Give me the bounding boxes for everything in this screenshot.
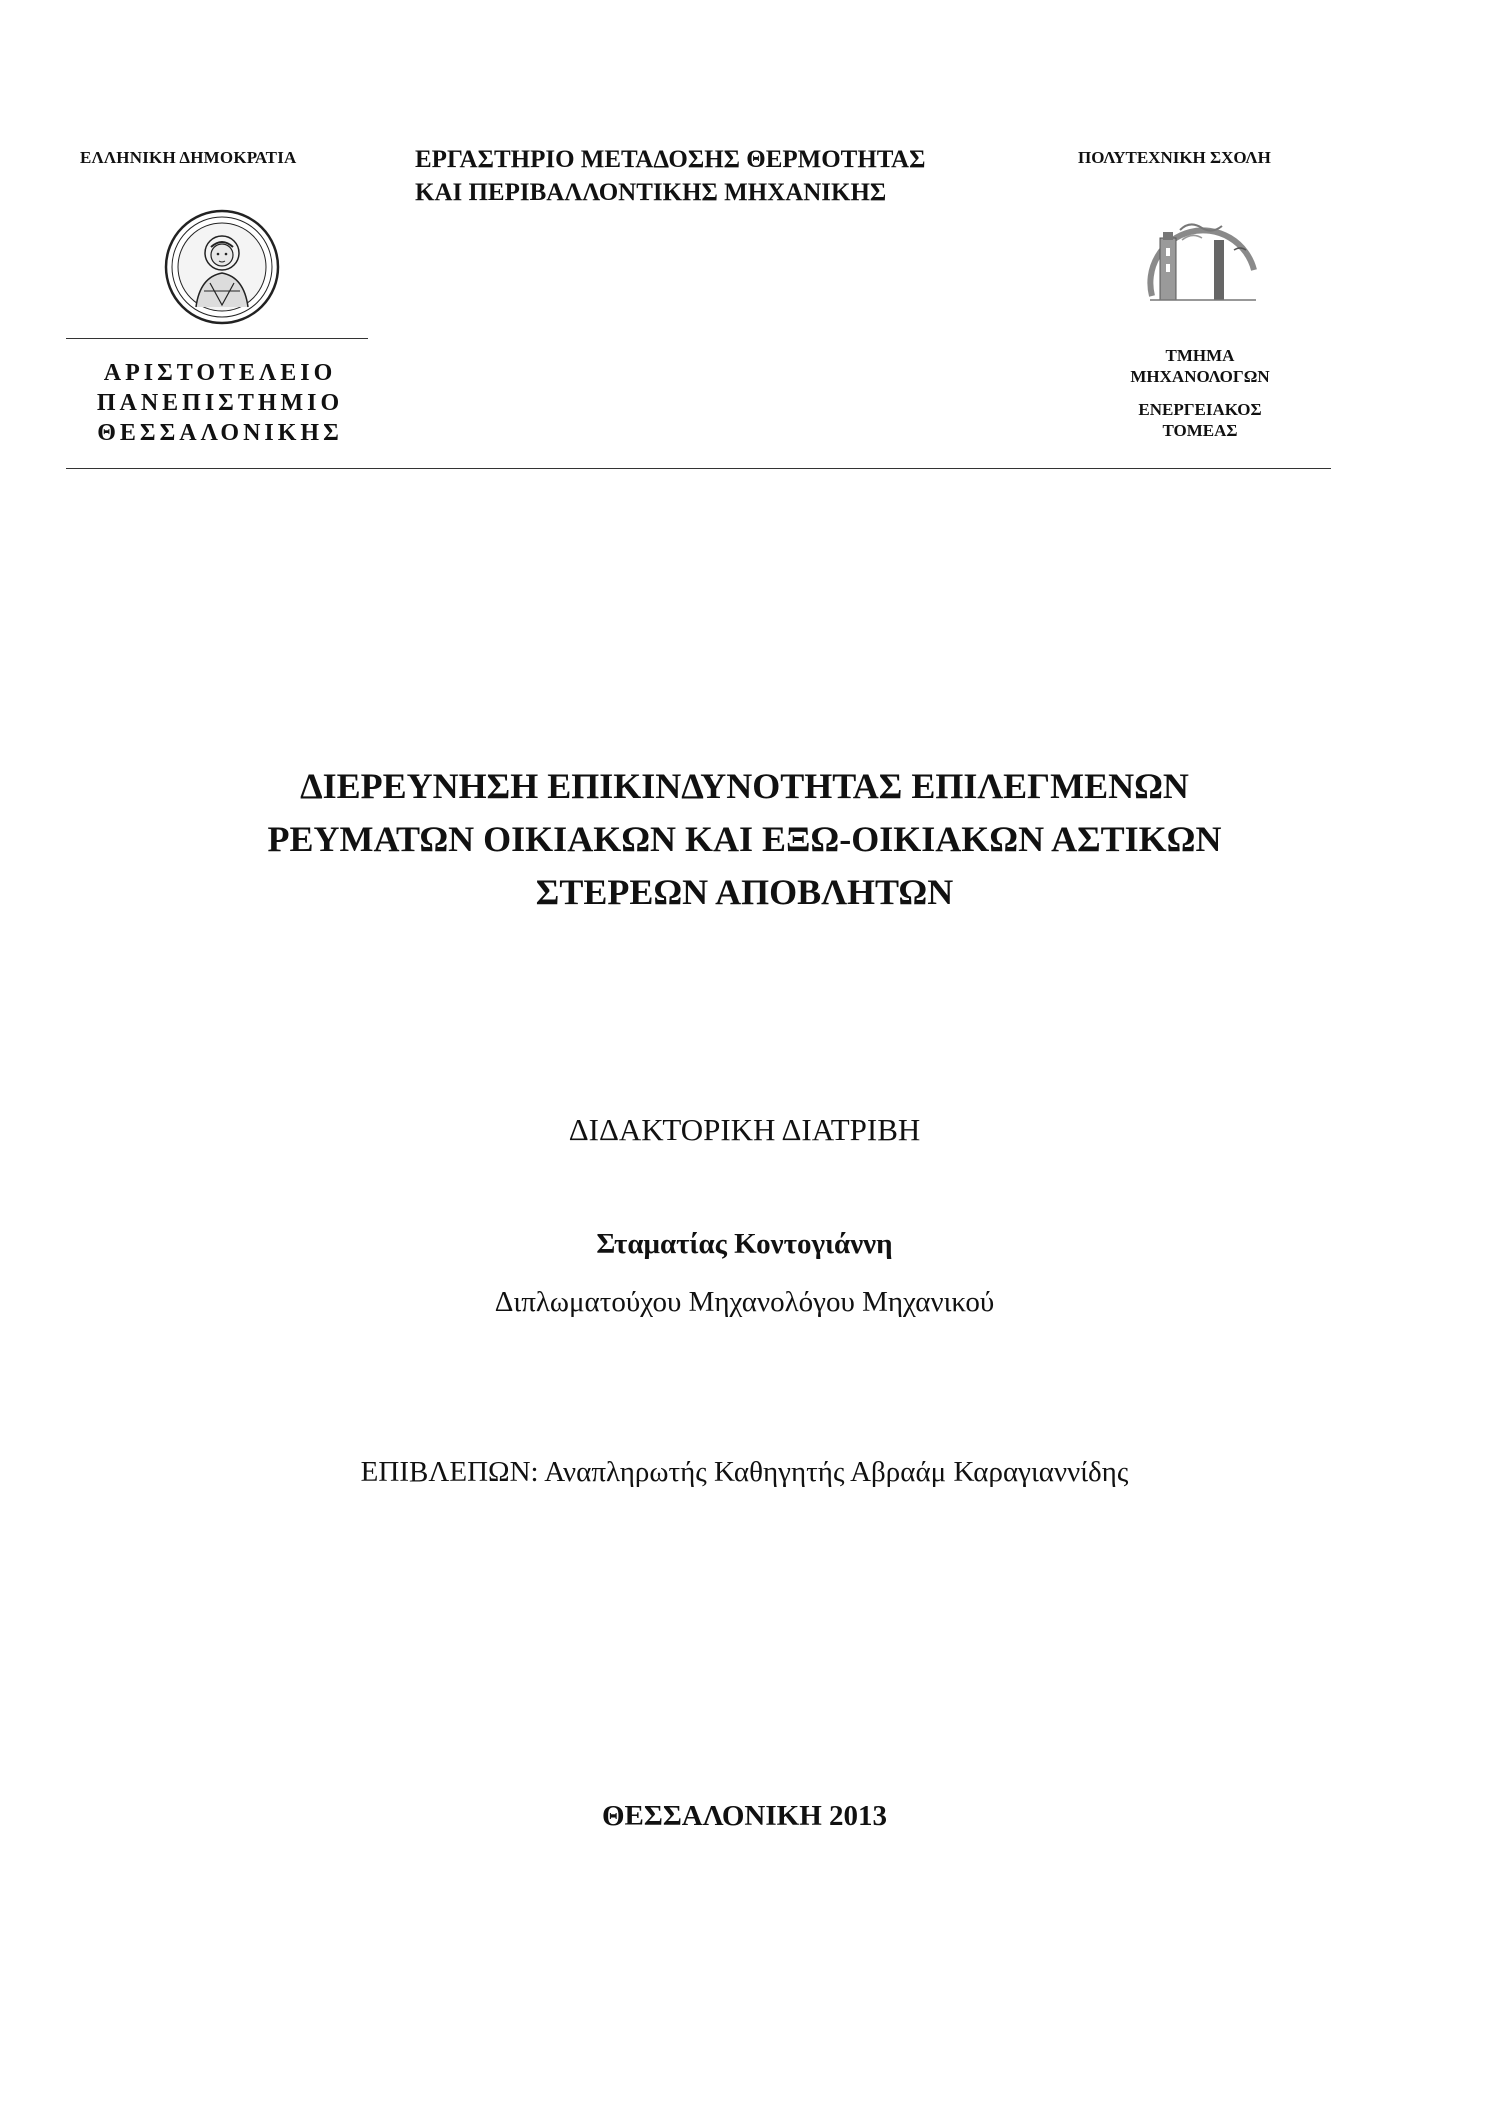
university-name-line3: ΘΕΣΣΑΛΟΝΙΚΗΣ xyxy=(97,420,343,446)
city-year: ΘΕΣΣΑΛΟΝΙΚΗ 2013 xyxy=(601,1800,887,1832)
document-type: ΔΙΔΑΚΤΟΡΙΚΗ ΔΙΑΤΡΙΒΗ xyxy=(568,1112,921,1147)
polytechnic-school-logo-icon xyxy=(1130,200,1270,310)
thesis-title-line3: ΣΤΕΡΕΩΝ ΑΠΟΒΛΗΤΩΝ xyxy=(535,872,954,912)
author-degree: Διπλωματούχου Μηχανολόγου Μηχανικού xyxy=(494,1286,995,1318)
lab-name xyxy=(415,143,925,209)
sector-line1: ΕΝΕΡΓΕΙΑΚΟΣ xyxy=(1138,400,1262,419)
header-divider-short xyxy=(66,338,368,339)
university-name xyxy=(70,358,370,448)
author-name: Σταματίας Κοντογιάννη xyxy=(596,1228,893,1260)
university-name-line2: ΠΑΝΕΠΙΣΤΗΜΙΟ xyxy=(96,390,344,416)
header-divider-long xyxy=(66,468,1331,469)
supervisor: ΕΠΙΒΛΕΠΩΝ: Αναπληρωτής Καθηγητής Αβραάμ Καραγιαννίδης xyxy=(360,1456,1129,1488)
lab-name-line1: ΕΡΓΑΣΤΗΡΙΟ ΜΕΤΑΔΟΣΗΣ ΘΕΡΜΟΤΗΤΑΣ xyxy=(415,146,926,173)
thesis-title-line1: ΔΙΕΡΕΥΝΗΣΗ ΕΠΙΚΙΝΔΥΝΟΤΗΤΑΣ ΕΠΙΛΕΓΜΕΝΩΝ xyxy=(300,766,1189,806)
dept-line2: ΜΗΧΑΝΟΛΟΓΩΝ xyxy=(1130,367,1270,386)
dept-line1: ΤΜΗΜΑ xyxy=(1165,346,1235,365)
university-name-line1: ΑΡΙΣΤΟΤΕΛΕΙΟ xyxy=(103,360,337,386)
thesis-title xyxy=(0,760,1489,919)
header-right-label: ΠΟΛΥΤΕΧΝΙΚΗ ΣΧΟΛΗ xyxy=(1078,148,1271,167)
university-seal-icon xyxy=(160,205,285,330)
thesis-title-line2: ΡΕΥΜΑΤΩΝ ΟΙΚΙΑΚΩΝ ΚΑΙ ΕΞΩ-ΟΙΚΙΑΚΩΝ ΑΣΤΙΚΩΝ xyxy=(267,819,1222,859)
department xyxy=(1080,345,1320,441)
lab-name-line2: ΚΑΙ ΠΕΡΙΒΑΛΛΟΝΤΙΚΗΣ ΜΗΧΑΝΙΚΗΣ xyxy=(415,179,887,206)
header-left-label: ΕΛΛΗΝΙΚΗ ΔΗΜΟΚΡΑΤΙΑ xyxy=(80,148,297,167)
sector-line2: ΤΟΜΕΑΣ xyxy=(1162,421,1238,440)
